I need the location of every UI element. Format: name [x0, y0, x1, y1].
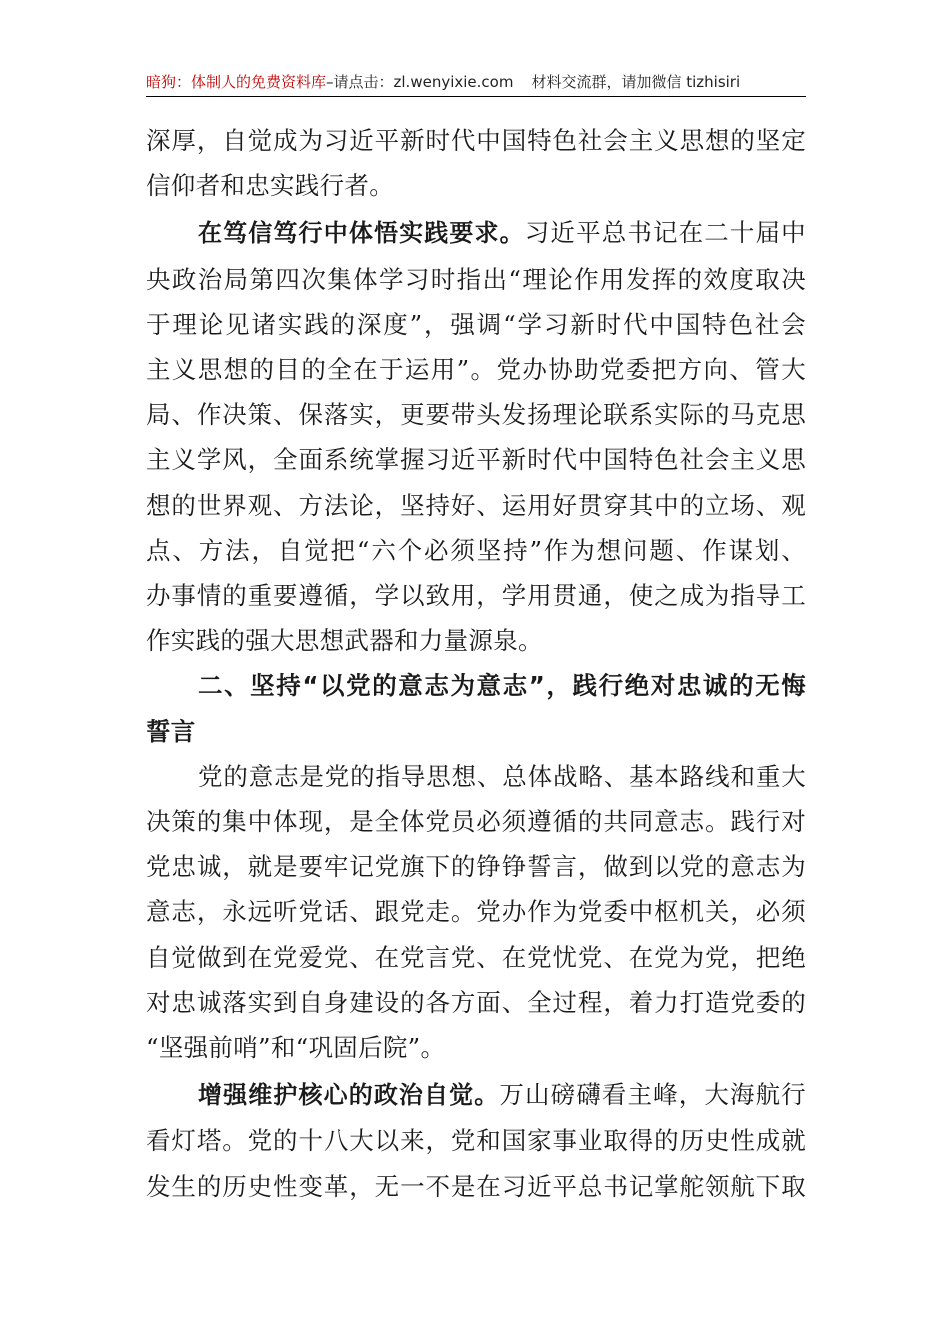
header-divider: [146, 96, 806, 97]
section-heading: [146, 663, 806, 753]
text-line: 发生的历史性变革，无一不是在习近平总书记掌舵领航下取: [146, 1171, 806, 1201]
text-line: 意志，永远听党话、跟党走。党办作为党委中枢机关，必须: [146, 897, 806, 927]
text-line: 自觉做到在党爱党、在党言党、在党忧党、在党为党，把绝: [146, 942, 806, 972]
paragraph-3: [146, 754, 806, 1070]
text-line: 主义学风，全面系统掌握习近平新时代中国特色社会主义思: [146, 445, 806, 475]
text-line: 党忠诚，就是要牢记党旗下的铮铮誓言，做到以党的意志为: [146, 852, 806, 882]
document-body: [146, 118, 806, 1209]
text-line: 在笃信笃行中体悟实践要求。习近平总书记在二十届中: [198, 218, 806, 248]
text-line: 于理论见诸实践的深度”，强调“学习新时代中国特色社会: [146, 309, 806, 339]
text-line: 决策的集中体现，是全体党员必须遵循的共同意志。践行对: [146, 807, 806, 837]
text-line: 局、作决策、保落实，更要带头发扬理论联系实际的马克思: [146, 400, 806, 430]
text-line: 党的意志是党的指导思想、总体战略、基本路线和重大: [198, 761, 806, 791]
header-site-name: 暗狗：体制人的免费资料库: [146, 73, 327, 91]
text-line: 对忠诚落实到自身建设的各方面、全过程，着力打造党委的: [146, 987, 806, 1017]
text-line: 办事情的重要遵循，学以致用，学用贯通，使之成为指导工: [146, 581, 806, 611]
paragraph-1: [146, 118, 806, 208]
text-line: “坚强前哨”和“巩固后院”。: [146, 1033, 446, 1063]
header-link[interactable]: –请点击：zl.wenyixie.com: [326, 73, 514, 91]
text-line: 点、方法，自觉把“六个必须坚持”作为想问题、作谋划、: [146, 535, 806, 565]
paragraph-lead: 增强维护核心的政治自觉。: [198, 1081, 500, 1110]
paragraph-4: [146, 1072, 806, 1209]
text-line: 央政治局第四次集体学习时指出“理论作用发挥的效度取决: [146, 264, 806, 294]
heading-line: 二、坚持“以党的意志为意志”，践行绝对忠诚的无悔: [198, 671, 806, 701]
text-line: 信仰者和忠实践行者。: [146, 171, 394, 201]
text-line: 增强维护核心的政治自觉。万山磅礴看主峰，大海航行: [198, 1080, 806, 1110]
paragraph-lead: 在笃信笃行中体悟实践要求。: [198, 219, 525, 248]
text-line: 看灯塔。党的十八大以来，党和国家事业取得的历史性成就: [146, 1126, 806, 1156]
text-line: 主义思想的目的全在于运用”。党办协助党委把方向、管大: [146, 355, 806, 385]
header-wechat: 材料交流群，请加微信 tizhisiri: [531, 73, 741, 91]
paragraph-2: [146, 210, 806, 663]
text-line: 想的世界观、方法论，坚持好、运用好贯穿其中的立场、观: [146, 490, 806, 520]
text-line: 深厚，自觉成为习近平新时代中国特色社会主义思想的坚定: [146, 126, 806, 155]
page-header: [146, 70, 806, 94]
text-line: 作实践的强大思想武器和力量源泉。: [146, 626, 543, 656]
heading-line: 誓言: [146, 716, 196, 746]
